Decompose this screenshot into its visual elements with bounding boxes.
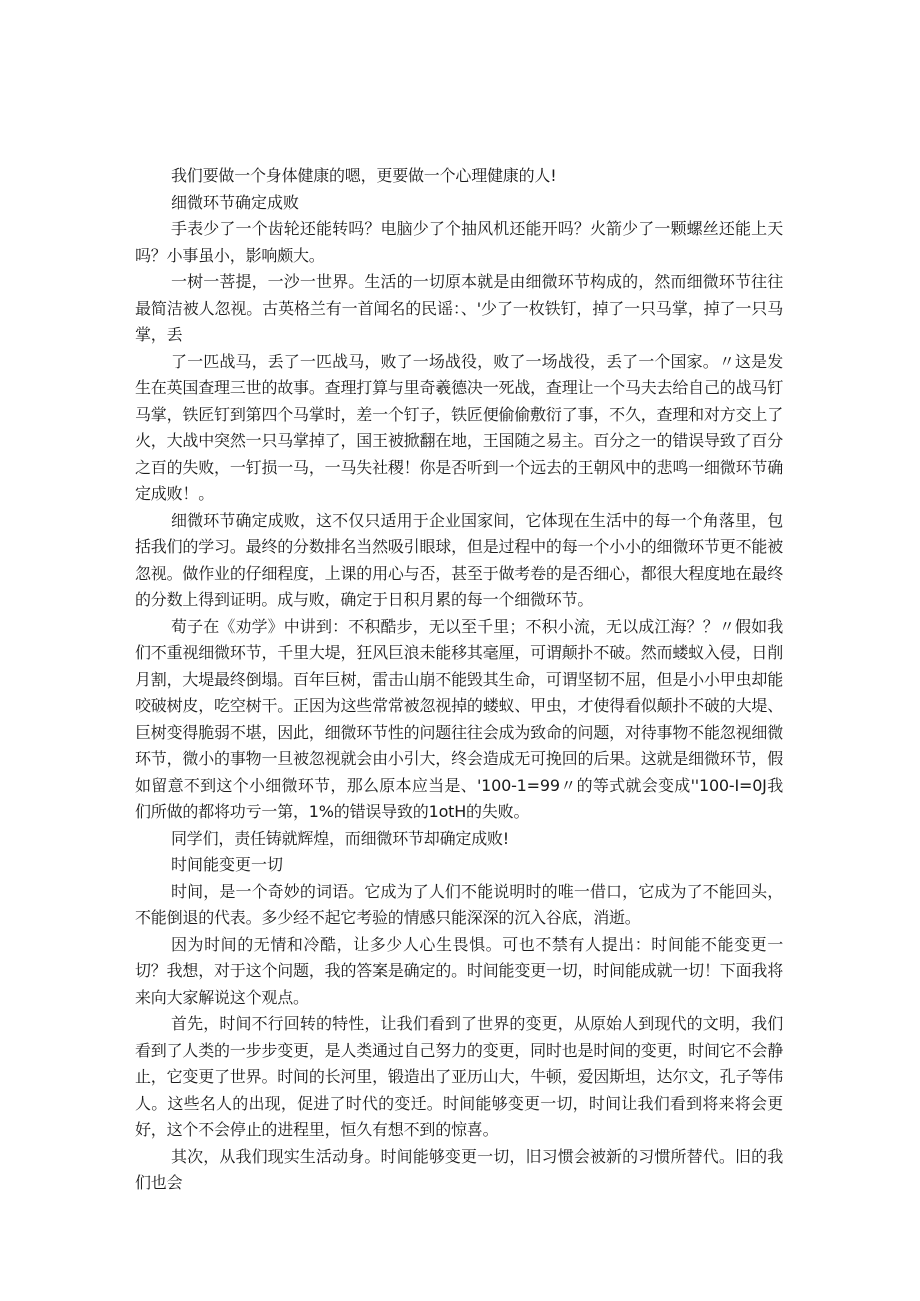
paragraph-xunzi: 荀子在《劝学》中讲到：不积酷步，无以至千里；不积小流，无以成江海？？〃假如我们不重视细微环节，千里大堤，狂风巨浪未能移其毫厘，可谓颠扑不破。然而蝼蚁入侵，日削月割，大堤最终倒塌。百年巨树，雷击山崩不能毁其生命，可谓坚韧不屈，但是小小甲虫却能咬破树皮，吃空树干。正因为这些常常被忽视掉的蝼蚁、甲虫，才使得看似颠扑不破的大堤、巨树变得脆弱不堪，因此，细微环节性的问题往往会成为致命的问题，对待事物不能忽视细微环节，微小的事物一旦被忽视就会由小引大，终会造成无可挽回的后果。这就是细微环节，假如留意不到这个小细微环节，那么原本应当是、'100-1=99〃的等式就会变成''100-I=0J我们所做的都将功亏一第，1%的错误导致的1otH的失败。 bbox=[135, 616, 783, 821]
paragraph-time-second: 其次，从我们现实生活动身。时间能够变更一切，旧习惯会被新的习惯所替代。旧的我们也会 bbox=[135, 1146, 783, 1192]
paragraph-time-intro: 时间，是一个奇妙的词语。它成为了人们不能说明时的唯一借口，它成为了不能回头，不能倒退的代表。多少经不起它考验的情感只能深深的沉入谷底，消逝。 bbox=[135, 881, 783, 927]
section-heading-time: 时间能变更一切 bbox=[171, 855, 284, 874]
paragraph-richard-story: 了一匹战马，丢了一匹战马，败了一场战役，败了一场战役，丢了一个国家。〃这是发生在英国查理三世的故事。查理打算与里奇羲德决一死战，查理让一个马夫去给自己的战马钉马掌，铁匠钉到第四个马掌时，差一个钉子，铁匠便偷偷敷衍了事，不久，查理和对方交上了火，大战中突然一只马掌掉了，国王被掀翻在地，王国随之易主。百分之一的错误导致了百分之百的失败，一钉损一马，一马失社稷！你是否听到一个远去的王朝风中的悲鸣一细微环节确定成败！。 bbox=[135, 351, 783, 503]
paragraph-questions: 手表少了一个齿轮还能转吗？电脑少了个抽风机还能开吗？火箭少了一颗螺丝还能上天吗？小事虽小，影响颇大。 bbox=[135, 219, 783, 265]
document-body bbox=[135, 163, 783, 1197]
paragraph-study-details: 细微环节确定成败，这不仅只适用于企业国家间，它体现在生活中的每一个角落里，包括我们的学习。最终的分数排名当然吸引眼球，但是过程中的每一个小小的细微环节更不能被忽视。做作业的仔细程度，上课的用心与否，甚至于做考卷的是否细心，都很大程度地在最终的分数上得到证明。成与败，确定于日积月累的每一个细微环节。 bbox=[135, 510, 783, 609]
paragraph-time-question: 因为时间的无情和冷酷，让多少人心生畏惧。可也不禁有人提出：时间能不能变更一切？我想，对于这个问题，我的答案是确定的。时间能变更一切，时间能成就一切！下面我将来向大家解说这个观点。 bbox=[135, 934, 783, 1007]
paragraph-time-first: 首先，时间不行回转的特性，让我们看到了世界的变更，从原始人到现代的文明，我们看到了人类的一步步变更，是人类通过自己努力的变更，同时也是时间的变更，时间它不会静止，它变更了世界。时间的长河里，锻造出了亚历山大，牛顿，爱因斯坦，达尔文，孔子等伟人。这些名人的出现，促进了时代的变迁。时间能够变更一切，时间让我们看到将来将会更好，这个不会停止的进程里，恒久有想不到的惊喜。 bbox=[135, 1014, 783, 1139]
section-heading-details: 细微环节确定成败 bbox=[171, 192, 300, 212]
paragraph-proverb: 一树一菩提，一沙一世界。生活的一切原本就是由细微环节构成的，然而细微环节往往最简洁被人忽视。古英格兰有一首闻名的民谣：、'少了一枚铁钉，掉了一只马掌，掉了一只马掌，丢 bbox=[135, 272, 783, 344]
paragraph-conclusion: 同学们，责任铸就辉煌，而细微环节却确定成败! bbox=[171, 828, 510, 848]
paragraph-health: 我们要做一个身体健康的嗯，更要做一个心理健康的人! bbox=[171, 166, 557, 185]
